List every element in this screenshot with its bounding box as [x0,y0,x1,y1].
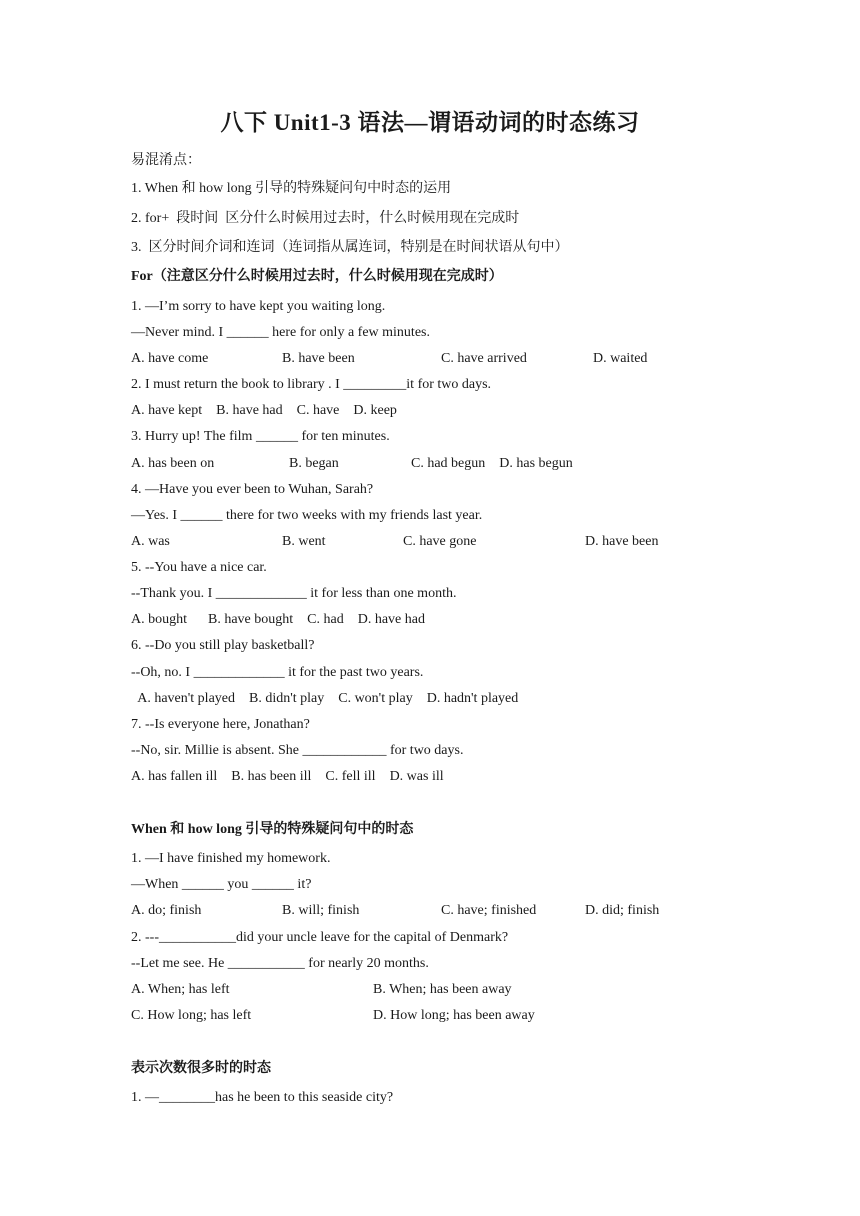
option: C. How long; has left [131,1008,252,1023]
intro-point: 2. for+ 段时间 区分什么时候用过去时，什么时候用现在完成时 [131,211,520,226]
intro-point: 3. 区分时间介词和连词（连词指从属连词，特别是在时间状语从句中） [131,240,569,255]
options-line: A. haven't played B. didn't play C. won't play D. hadn't played [131,691,519,706]
option: D. How long; has been away [373,1008,535,1023]
section-heading-for: For（注意区分什么时候用过去时，什么时候用现在完成时） [131,269,503,284]
option: C. have gone [403,534,477,549]
intro-point: 1. When 和 how long 引导的特殊疑问句中时态的运用 [131,181,452,196]
question-text: --Oh, no. I _____________ it for the past two years. [131,665,424,680]
question-text: —Never mind. I ______ here for only a few minutes. [131,325,430,340]
question-text: —Yes. I ______ there for two weeks with my friends last year. [131,508,483,523]
option: A. has been on [131,456,215,471]
option: A. do; finish [131,903,202,918]
option: D. waited [593,351,648,366]
option: C. have arrived [441,351,527,366]
question-text: 5. --You have a nice car. [131,560,267,575]
option: B. will; finish [282,903,360,918]
question-text: 1. —I’m sorry to have kept you waiting long. [131,299,386,314]
option: A. have come [131,351,209,366]
options-line: A. has fallen ill B. has been ill C. fell ill D. was ill [131,769,444,784]
option: C. had begun D. has begun [411,456,573,471]
section-heading-when: When 和 how long 引导的特殊疑问句中的时态 [131,822,414,837]
question-text: --No, sir. Millie is absent. She ____________ for two days. [131,743,464,758]
question-text: 6. --Do you still play basketball? [131,638,315,653]
intro-heading: 易混淆点： [131,153,201,168]
option: C. have; finished [441,903,537,918]
question-text: 7. --Is everyone here, Jonathan? [131,717,310,732]
page-title: 八下 Unit1-3 语法—谓语动词的时态练习 [220,110,640,135]
question-text: 2. ---___________did your uncle leave for the capital of Denmark? [131,930,509,945]
question-text: 2. I must return the book to library . I _________it for two days. [131,377,492,392]
options-line: A. bought B. have bought C. had D. have had [131,612,425,627]
option: D. did; finish [585,903,660,918]
option: B. began [289,456,339,471]
options-line: A. have kept B. have had C. have D. keep [131,403,397,418]
option: A. When; has left [131,982,230,997]
option: B. went [282,534,326,549]
question-text: 3. Hurry up! The film ______ for ten minutes. [131,429,390,444]
section-heading-times: 表示次数很多时的时态 [131,1061,271,1076]
question-text: 1. —I have finished my homework. [131,851,331,866]
option: D. have been [585,534,659,549]
question-text: —When ______ you ______ it? [131,877,312,892]
question-text: 1. —________has he been to this seaside city? [131,1090,394,1105]
option: B. have been [282,351,355,366]
question-text: --Thank you. I _____________ it for less than one month. [131,586,457,601]
option: A. was [131,534,170,549]
question-text: 4. —Have you ever been to Wuhan, Sarah? [131,482,374,497]
option: B. When; has been away [373,982,512,997]
question-text: --Let me see. He ___________ for nearly 20 months. [131,956,429,971]
